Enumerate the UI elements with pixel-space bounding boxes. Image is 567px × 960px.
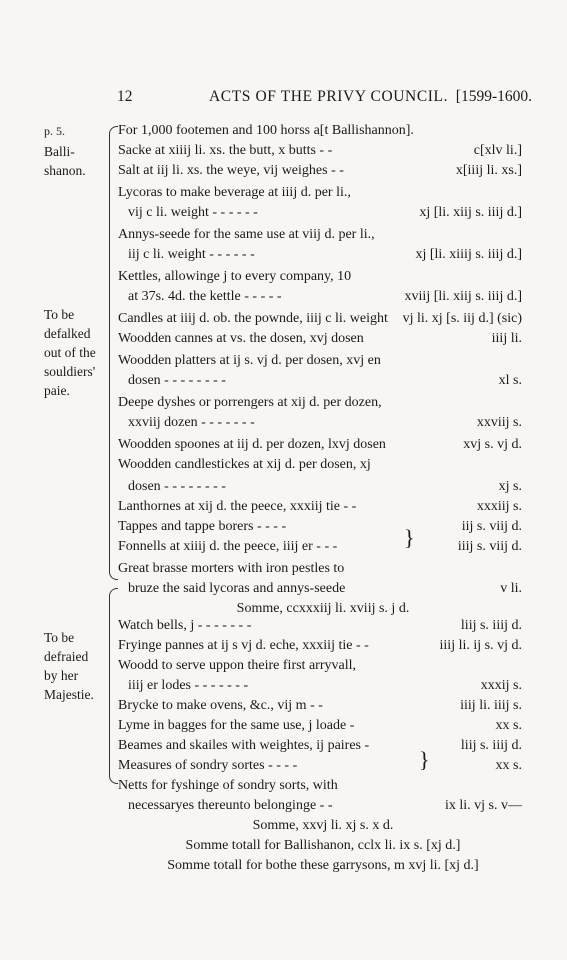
item-text: Beames and skailes with weightes, ij paires - — [118, 738, 370, 753]
account-line — [118, 457, 528, 477]
margin-line: out of the — [44, 345, 96, 360]
account-line — [118, 561, 528, 581]
page-number: 12 — [117, 88, 133, 105]
year-range: [1599-1600. — [455, 88, 532, 105]
item-text: xxviij dozen - - - - - - - — [128, 415, 255, 430]
account-line — [118, 205, 528, 225]
account-line — [118, 185, 528, 205]
margin-line: Majestie. — [44, 687, 94, 702]
item-amount: xj [li. xiij s. iiij d.] — [419, 205, 522, 220]
item-text: Sacke at xiiij li. xs. the butt, x butts - - — [118, 143, 333, 158]
item-text: Tappes and tappe borers - - - - — [118, 519, 287, 534]
item-text: Woodd to serve uppon theire first arryvall, — [118, 658, 356, 673]
running-header — [117, 88, 532, 110]
margin-line: To be — [44, 307, 75, 322]
item-text: Great brasse morters with iron pestles to — [118, 561, 345, 576]
account-line — [118, 658, 528, 678]
item-text: Deepe dyshes or porrengers at xij d. per dozen, — [118, 395, 382, 410]
item-text: For 1,000 footemen and 100 horss a[t Ballishannon]. — [118, 123, 414, 138]
item-amount: xviij [li. xiij s. iiij d.] — [404, 289, 522, 304]
item-text: Netts for fyshinge of sondry sorts, with — [118, 778, 338, 793]
account-line — [118, 519, 528, 539]
margin-line: defraied — [44, 649, 89, 664]
item-amount: xvj s. vj d. — [463, 437, 522, 452]
item-text: Annys-seede for the same use at viij d. per li., — [118, 227, 375, 242]
item-amount: iiij li. ij s. vj d. — [439, 638, 522, 653]
account-line — [118, 678, 528, 698]
running-title: ACTS OF THE PRIVY COUNCIL. — [209, 88, 449, 105]
account-line — [118, 289, 528, 309]
item-amount: xxxij s. — [480, 678, 522, 693]
item-amount: liij s. iiij d. — [460, 738, 522, 753]
item-text: vij c li. weight - - - - - - — [128, 205, 258, 220]
account-line — [118, 638, 528, 658]
item-text: Somme totall for bothe these garrysons, m xvj li. [xj d.] — [167, 858, 479, 873]
account-line — [118, 618, 528, 638]
account-line — [118, 373, 528, 393]
page-reference: p. 5. — [44, 124, 65, 138]
item-text: Kettles, allowinge j to every company, 10 — [118, 269, 352, 284]
item-text: Lanthornes at xij d. the peece, xxxiij tie - - — [118, 499, 357, 514]
margin-line: shanon. — [44, 163, 86, 178]
item-text: bruze the said lycoras and annys-seede — [128, 581, 346, 596]
item-amount: iiij s. viij d. — [457, 539, 522, 554]
account-line — [118, 738, 528, 758]
account-line — [118, 395, 528, 415]
item-amount: iiij li. — [491, 331, 522, 346]
margin-line: To be — [44, 630, 75, 645]
item-amount: liij s. iiij d. — [460, 618, 522, 633]
account-line — [118, 539, 528, 559]
item-text: iij c li. weight - - - - - - — [128, 247, 255, 262]
item-text: at 37s. 4d. the kettle - - - - - — [128, 289, 282, 304]
item-amount: x[iiij li. xs.] — [455, 163, 522, 178]
item-text: Watch bells, j - - - - - - - — [118, 618, 252, 633]
item-text: Fryinge pannes at ij s vj d. eche, xxxiij tie - - — [118, 638, 369, 653]
item-amount: c[xlv li.] — [473, 143, 522, 158]
account-line — [118, 698, 528, 718]
account-line — [118, 311, 528, 331]
item-brace: } — [419, 747, 430, 772]
item-amount: vj li. xj [s. iij d.] (sic) — [402, 311, 522, 326]
account-line — [118, 247, 528, 267]
margin-line: by her — [44, 668, 79, 683]
item-text: iiij er lodes - - - - - - - — [128, 678, 249, 693]
section-brace-defrayed — [109, 588, 118, 784]
item-text: Fonnells at xiiij d. the peece, iiij er - - - — [118, 539, 338, 554]
margin-place — [44, 142, 86, 180]
margin-deduct-note — [44, 305, 96, 400]
item-text: Candles at iiij d. ob. the pownde, iiij c li. weight — [118, 311, 388, 326]
margin-line: paie. — [44, 383, 70, 398]
account-line — [118, 437, 528, 457]
item-text: Woodden cannes at vs. the dosen, xvj dosen — [118, 331, 364, 346]
section-brace-deducted — [109, 126, 118, 580]
account-line — [118, 718, 528, 738]
item-text: Somme, xxvj li. xj s. x d. — [252, 818, 394, 833]
account-line — [118, 143, 528, 163]
account-line — [118, 858, 528, 878]
item-amount: xj [li. xiiij s. iiij d.] — [415, 247, 522, 262]
item-amount: xxviij s. — [476, 415, 522, 430]
item-text: Lyme in bagges for the same use, j loade - — [118, 718, 355, 733]
item-text: Woodden candlestickes at xij d. per dosen, xj — [118, 457, 371, 472]
account-line — [118, 581, 528, 601]
item-text: Woodden spoones at iij d. per dozen, lxvj dosen — [118, 437, 386, 452]
item-amount: xl s. — [498, 373, 522, 388]
account-line — [118, 838, 528, 858]
item-text: Lycoras to make beverage at iiij d. per li., — [118, 185, 351, 200]
item-amount: xxxiij s. — [476, 499, 522, 514]
item-text: Somme totall for Ballishanon, cclx li. ix s. [xj d.] — [185, 838, 461, 853]
margin-defray-note — [44, 628, 94, 704]
item-amount: xx s. — [495, 718, 522, 733]
margin-line: souldiers' — [44, 364, 96, 379]
account-line — [118, 331, 528, 351]
item-text: dosen - - - - - - - - — [128, 373, 226, 388]
account-line — [118, 818, 528, 838]
account-line — [118, 778, 528, 798]
account-line — [118, 479, 528, 499]
margin-line: defalked — [44, 326, 91, 341]
item-text: Measures of sondry sortes - - - - — [118, 758, 298, 773]
item-amount: xx s. — [495, 758, 522, 773]
margin-line: Balli- — [44, 144, 75, 159]
item-amount: iij s. viij d. — [461, 519, 522, 534]
account-line — [118, 269, 528, 289]
item-brace: } — [404, 525, 415, 550]
item-text: dosen - - - - - - - - — [128, 479, 226, 494]
account-line — [118, 758, 528, 778]
item-text: necessaryes thereunto belonginge - - — [128, 798, 333, 813]
item-amount: v li. — [500, 581, 522, 596]
item-amount: xj s. — [498, 479, 522, 494]
item-text: Somme, ccxxxiij li. xviij s. j d. — [236, 601, 410, 616]
item-text: Woodden platters at ij s. vj d. per dosen, xvj en — [118, 353, 381, 368]
account-line — [118, 163, 528, 183]
account-line — [118, 798, 528, 818]
account-line — [118, 123, 528, 143]
account-line — [118, 227, 528, 247]
item-text: Salt at iij li. xs. the weye, vij weighes - - — [118, 163, 344, 178]
account-line — [118, 499, 528, 519]
account-line — [118, 415, 528, 435]
account-line — [118, 353, 528, 373]
item-text: Brycke to make ovens, &c., vij m - - — [118, 698, 323, 713]
item-amount: ix li. vj s. v— — [444, 798, 522, 813]
item-amount: iiij li. iiij s. — [460, 698, 522, 713]
